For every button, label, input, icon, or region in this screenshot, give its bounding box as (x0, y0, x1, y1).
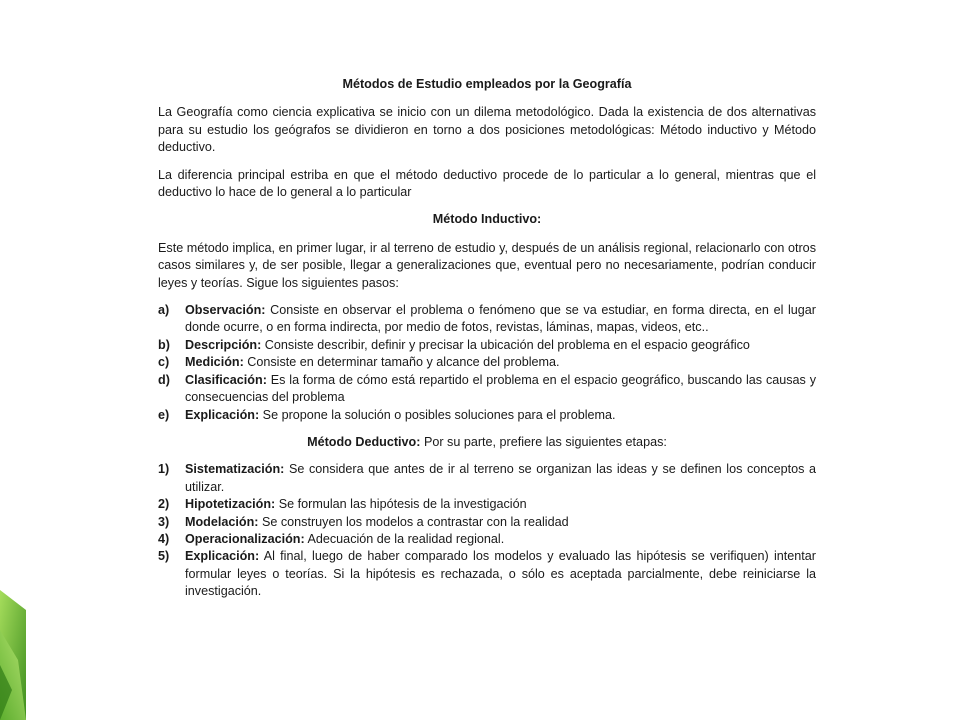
list-marker: 3) (158, 514, 170, 529)
list-item (158, 496, 816, 513)
list-item (158, 531, 816, 548)
document-page (158, 76, 816, 611)
step-term: Modelación: (185, 514, 259, 529)
step-description: Consiste en determinar tamaño y alcance del problema. (243, 355, 560, 370)
list-marker: 5) (158, 549, 170, 564)
list-item (158, 337, 816, 354)
step-term: Sistematización: (185, 462, 285, 477)
step-term: Medición: (185, 355, 244, 370)
inductive-heading: Método Inductivo: (432, 212, 542, 227)
list-item (158, 461, 816, 496)
list-item (158, 548, 816, 600)
list-item (158, 302, 816, 337)
list-item (158, 514, 816, 531)
intro-paragraph-1: La Geografía como ciencia explicativa se inicio con un dilema metodológico. Dada la existencia de dos alternativas para su estudio los geógrafos se dividieron en torno a dos posiciones metodológicas: Método inductivo y Método deductivo. (158, 105, 816, 155)
list-marker: b) (158, 337, 170, 352)
inductive-paragraph: Este método implica, en primer lugar, ir al terreno de estudio y, después de un análisis regional, relacionarlo con otros casos similares y, de ser posible, llegar a generalizaciones que, eventual pero no necesariamente, podrían conducir leyes y teorías. Sigue los siguientes pasos: (158, 240, 816, 290)
deductive-steps-list (158, 461, 816, 600)
step-description: Adecuación de la realidad regional. (304, 531, 505, 546)
list-marker: c) (158, 355, 170, 370)
step-description: Consiste en observar el problema o fenómeno que se va estudiar, en forma directa, en el lugar donde ocurre, o en forma indirecta, por medio de fotos, revistas, láminas, mapas, videos, etc.. (185, 303, 816, 335)
deductive-heading-text: Por su parte, prefiere las siguientes etapas: (420, 434, 667, 449)
document-title: Métodos de Estudio empleados por la Geografía (342, 77, 632, 91)
step-term: Explicación: (185, 407, 260, 422)
step-description: Se propone la solución o posibles soluciones para el problema. (259, 407, 616, 422)
list-marker: 4) (158, 531, 170, 546)
list-marker: d) (158, 372, 170, 387)
step-description: Consiste describir, definir y precisar la ubicación del problema en el espacio geográfico (261, 337, 750, 352)
step-term: Clasificación: (185, 372, 267, 387)
step-description: Se considera que antes de ir al terreno se organizan las ideas y se definen los conceptos a utilizar. (185, 462, 816, 494)
step-term: Observación: (185, 303, 266, 318)
step-term: Hipotetización: (185, 497, 276, 512)
step-description: Se formulan las hipótesis de la investigación (275, 497, 527, 512)
intro-paragraph-2: La diferencia principal estriba en que el método deductivo procede de lo particular a lo general, mientras que el deductivo lo hace de lo general a lo particular (158, 167, 816, 200)
list-marker: 2) (158, 497, 170, 512)
list-item (158, 407, 816, 424)
step-term: Operacionalización: (185, 531, 305, 546)
step-term: Explicación: (185, 549, 260, 564)
list-marker: a) (158, 303, 170, 318)
deductive-heading (158, 434, 816, 451)
inductive-steps-list (158, 302, 816, 424)
list-item (158, 372, 816, 407)
list-item (158, 354, 816, 371)
step-description: Al final, luego de haber comparado los modelos y evaluado las hipótesis se verifiquen) intentar formular leyes o teorías. Si la hipótesis es rechazada, o sólo es aceptada parcialmente, debe reiniciarse la investigación. (185, 549, 816, 599)
green-corner-decoration (0, 590, 26, 720)
step-description: Es la forma de cómo está repartido el problema en el espacio geográfico, buscando las causas y consecuencias del problema (185, 372, 816, 405)
step-description: Se construyen los modelos a contrastar con la realidad (258, 514, 569, 529)
list-marker: e) (158, 407, 170, 422)
step-term: Descripción: (185, 337, 262, 352)
deductive-heading-label: Método Deductivo: (307, 434, 421, 449)
list-marker: 1) (158, 462, 170, 477)
